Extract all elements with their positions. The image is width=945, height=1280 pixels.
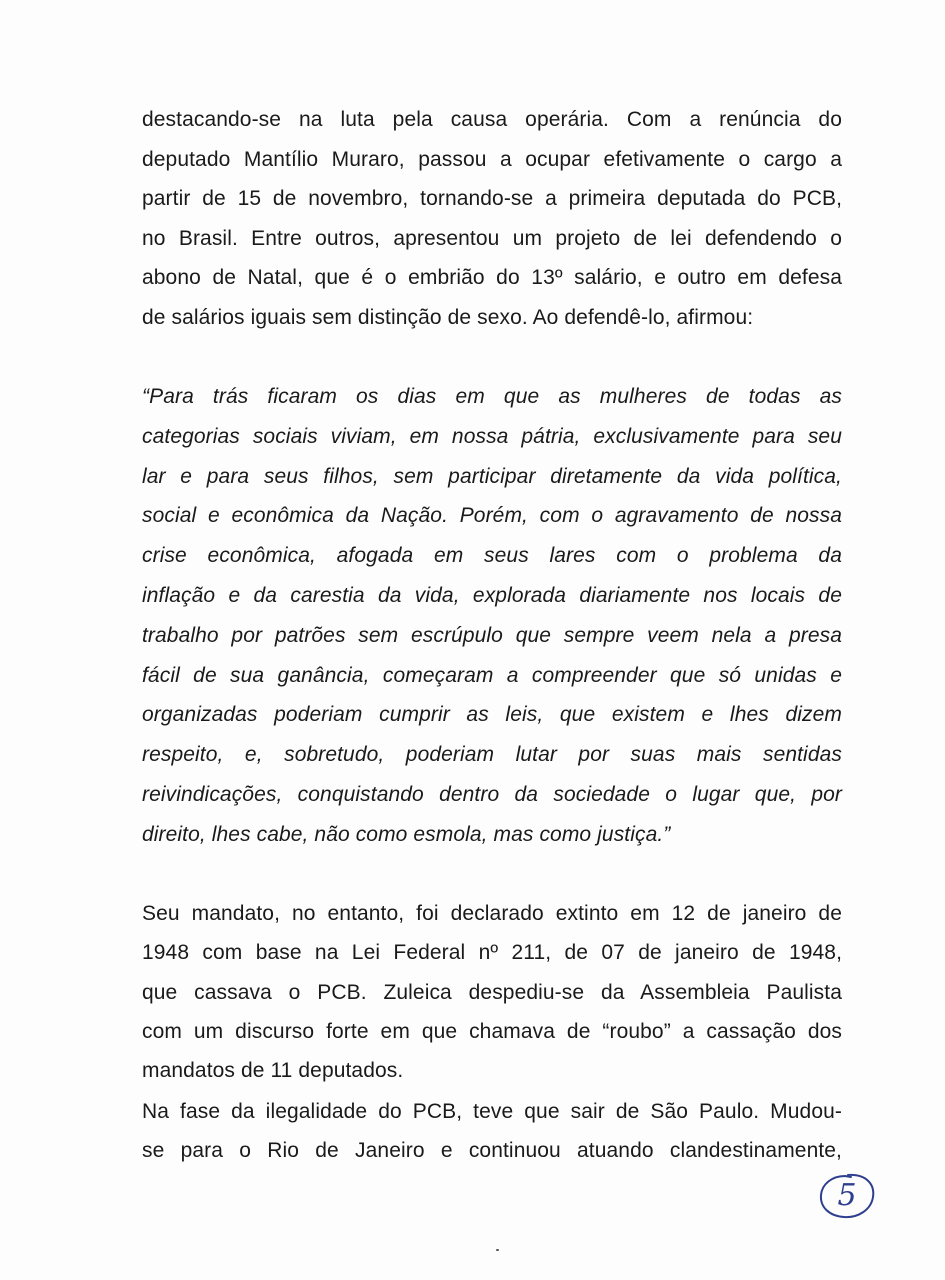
text-line: no Brasil. Entre outros, apresentou um projeto de lei defendendo o [142,226,842,250]
text-line: que cassava o PCB. Zuleica despediu-se da Assembleia Paulista [142,980,842,1004]
quote-line: respeito, e, sobretudo, poderiam lutar por suas mais sentidas [142,743,842,767]
text-line: partir de 15 de novembro, tornando-se a primeira deputada do PCB, [142,187,842,211]
text-line: se para o Rio de Janeiro e continuou atuando clandestinamente, [142,1139,842,1162]
quote-line: categorias sociais viviam, em nossa pátria, exclusivamente para seu [142,424,842,448]
quote-line: direito, lhes cabe, não como esmola, mas como justiça.” [142,822,671,846]
quote-line: inflação e da carestia da vida, explorada diariamente nos locais de [142,583,842,607]
text-line: destacando-se na luta pela causa operária. Com a renúncia do [142,108,842,131]
text-line: deputado Mantílio Muraro, passou a ocupar efetivamente o cargo a [142,147,842,171]
paragraph-intro [142,100,842,338]
text-line: abono de Natal, que é o embrião do 13º salário, e outro em defesa [142,266,842,290]
handwritten-page-number [818,1172,876,1220]
paragraph-illegality [142,1092,842,1170]
page-number-value: 5 [837,1178,857,1213]
text-line: mandatos de 11 deputados. [142,1059,404,1083]
quote-line: lar e para seus filhos, sem participar diretamente da vida política, [142,464,842,488]
text-line: 1948 com base na Lei Federal nº 211, de 07 de janeiro de 1948, [142,941,842,965]
quote-line: trabalho por patrões sem escrúpulo que sempre veem nela a presa [142,623,842,647]
quote-line: fácil de sua ganância, começaram a compreender que só unidas e [142,663,842,687]
speech-quote [142,377,842,855]
quote-line: “Para trás ficaram os dias em que as mulheres de todas as [142,385,842,408]
text-line: com um discurso forte em que chamava de “roubo” a cassação dos [142,1019,842,1043]
quote-line: crise econômica, afogada em seus lares com o problema da [142,544,842,568]
quote-line: organizadas poderiam cumprir as leis, que existem e lhes dizem [142,703,842,727]
text-line: Na fase da ilegalidade do PCB, teve que sair de São Paulo. Mudou- [142,1100,842,1123]
paragraph-mandate [142,894,842,1090]
scan-speck [496,1249,499,1251]
text-line: Seu mandato, no entanto, foi declarado extinto em 12 de janeiro de [142,902,842,925]
text-line: de salários iguais sem distinção de sexo. Ao defendê-lo, afirmou: [142,305,754,329]
quote-line: social e econômica da Nação. Porém, com o agravamento de nossa [142,504,842,528]
quote-line: reivindicações, conquistando dentro da sociedade o lugar que, por [142,782,842,806]
